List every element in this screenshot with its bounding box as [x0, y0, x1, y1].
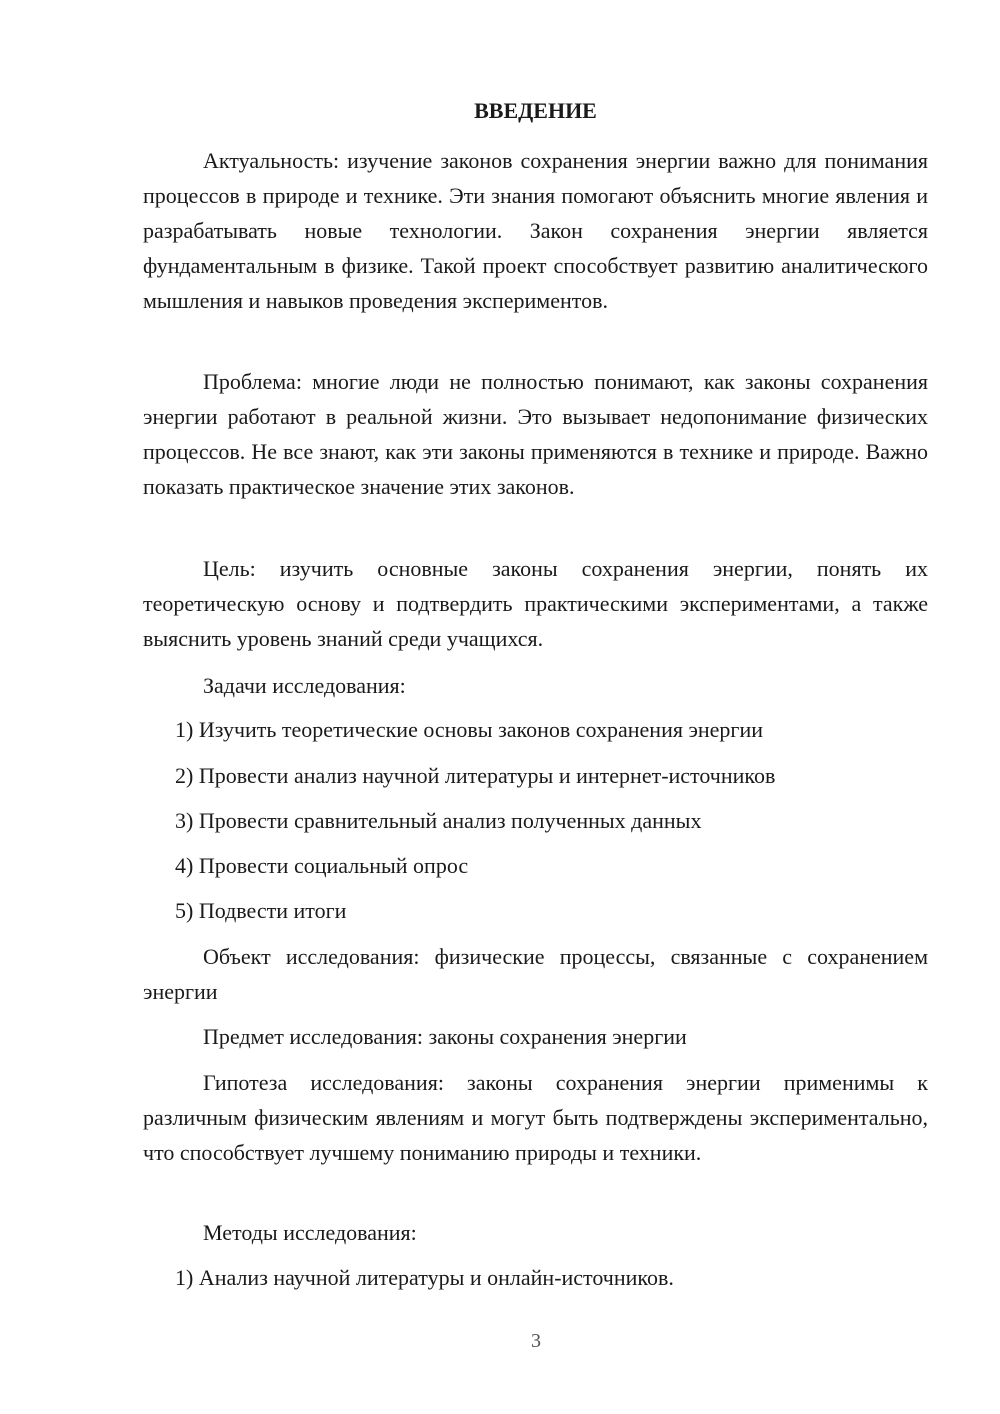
- paragraph-hypothesis: Гипотеза исследования: законы сохранения энергии применимы к различным физическим явлениям и могут быть подтверждены экспериментально, что способствует лучшему пониманию природы и техники.: [143, 1070, 928, 1165]
- paragraph-problem: Проблема: многие люди не полностью понимают, как законы сохранения энергии работают в реальной жизни. Это вызывает недопонимание физических процессов. Не все знают, как эти законы применяются в технике и природе. Важно показать практическое значение этих законов.: [143, 369, 928, 499]
- paragraph-relevance: Актуальность: изучение законов сохранения энергии важно для понимания процессов в природе и технике. Эти знания помогают объяснить многие явления и разрабатывать новые технологии. Закон сохранения энергии является фундаментальным в физике. Такой проект способствует развитию аналитического мышления и навыков проведения экспериментов.: [143, 148, 928, 313]
- paragraph-object: Объект исследования: физические процессы, связанные с сохранением энергии: [143, 944, 928, 1004]
- tasks-heading: Задачи исследования:: [203, 673, 406, 698]
- list-item-task-2: 2) Провести анализ научной литературы и интернет-источников: [175, 763, 776, 788]
- page-number: 3: [531, 1330, 541, 1352]
- list-item-method-1: 1) Анализ научной литературы и онлайн-источников.: [175, 1265, 674, 1290]
- list-item-task-4: 4) Провести социальный опрос: [175, 853, 469, 878]
- list-item-task-3: 3) Провести сравнительный анализ полученных данных: [175, 808, 702, 833]
- list-item-task-5: 5) Подвести итоги: [175, 898, 347, 923]
- list-item-task-1: 1) Изучить теоретические основы законов сохранения энергии: [175, 717, 764, 742]
- paragraph-subject: Предмет исследования: законы сохранения энергии: [203, 1024, 687, 1049]
- methods-heading: Методы исследования:: [203, 1220, 417, 1245]
- page-title: ВВЕДЕНИЕ: [474, 98, 597, 123]
- paragraph-goal: Цель: изучить основные законы сохранения энергии, понять их теоретическую основу и подтвердить практическими экспериментами, а также выяснить уровень знаний среди учащихся.: [143, 556, 928, 651]
